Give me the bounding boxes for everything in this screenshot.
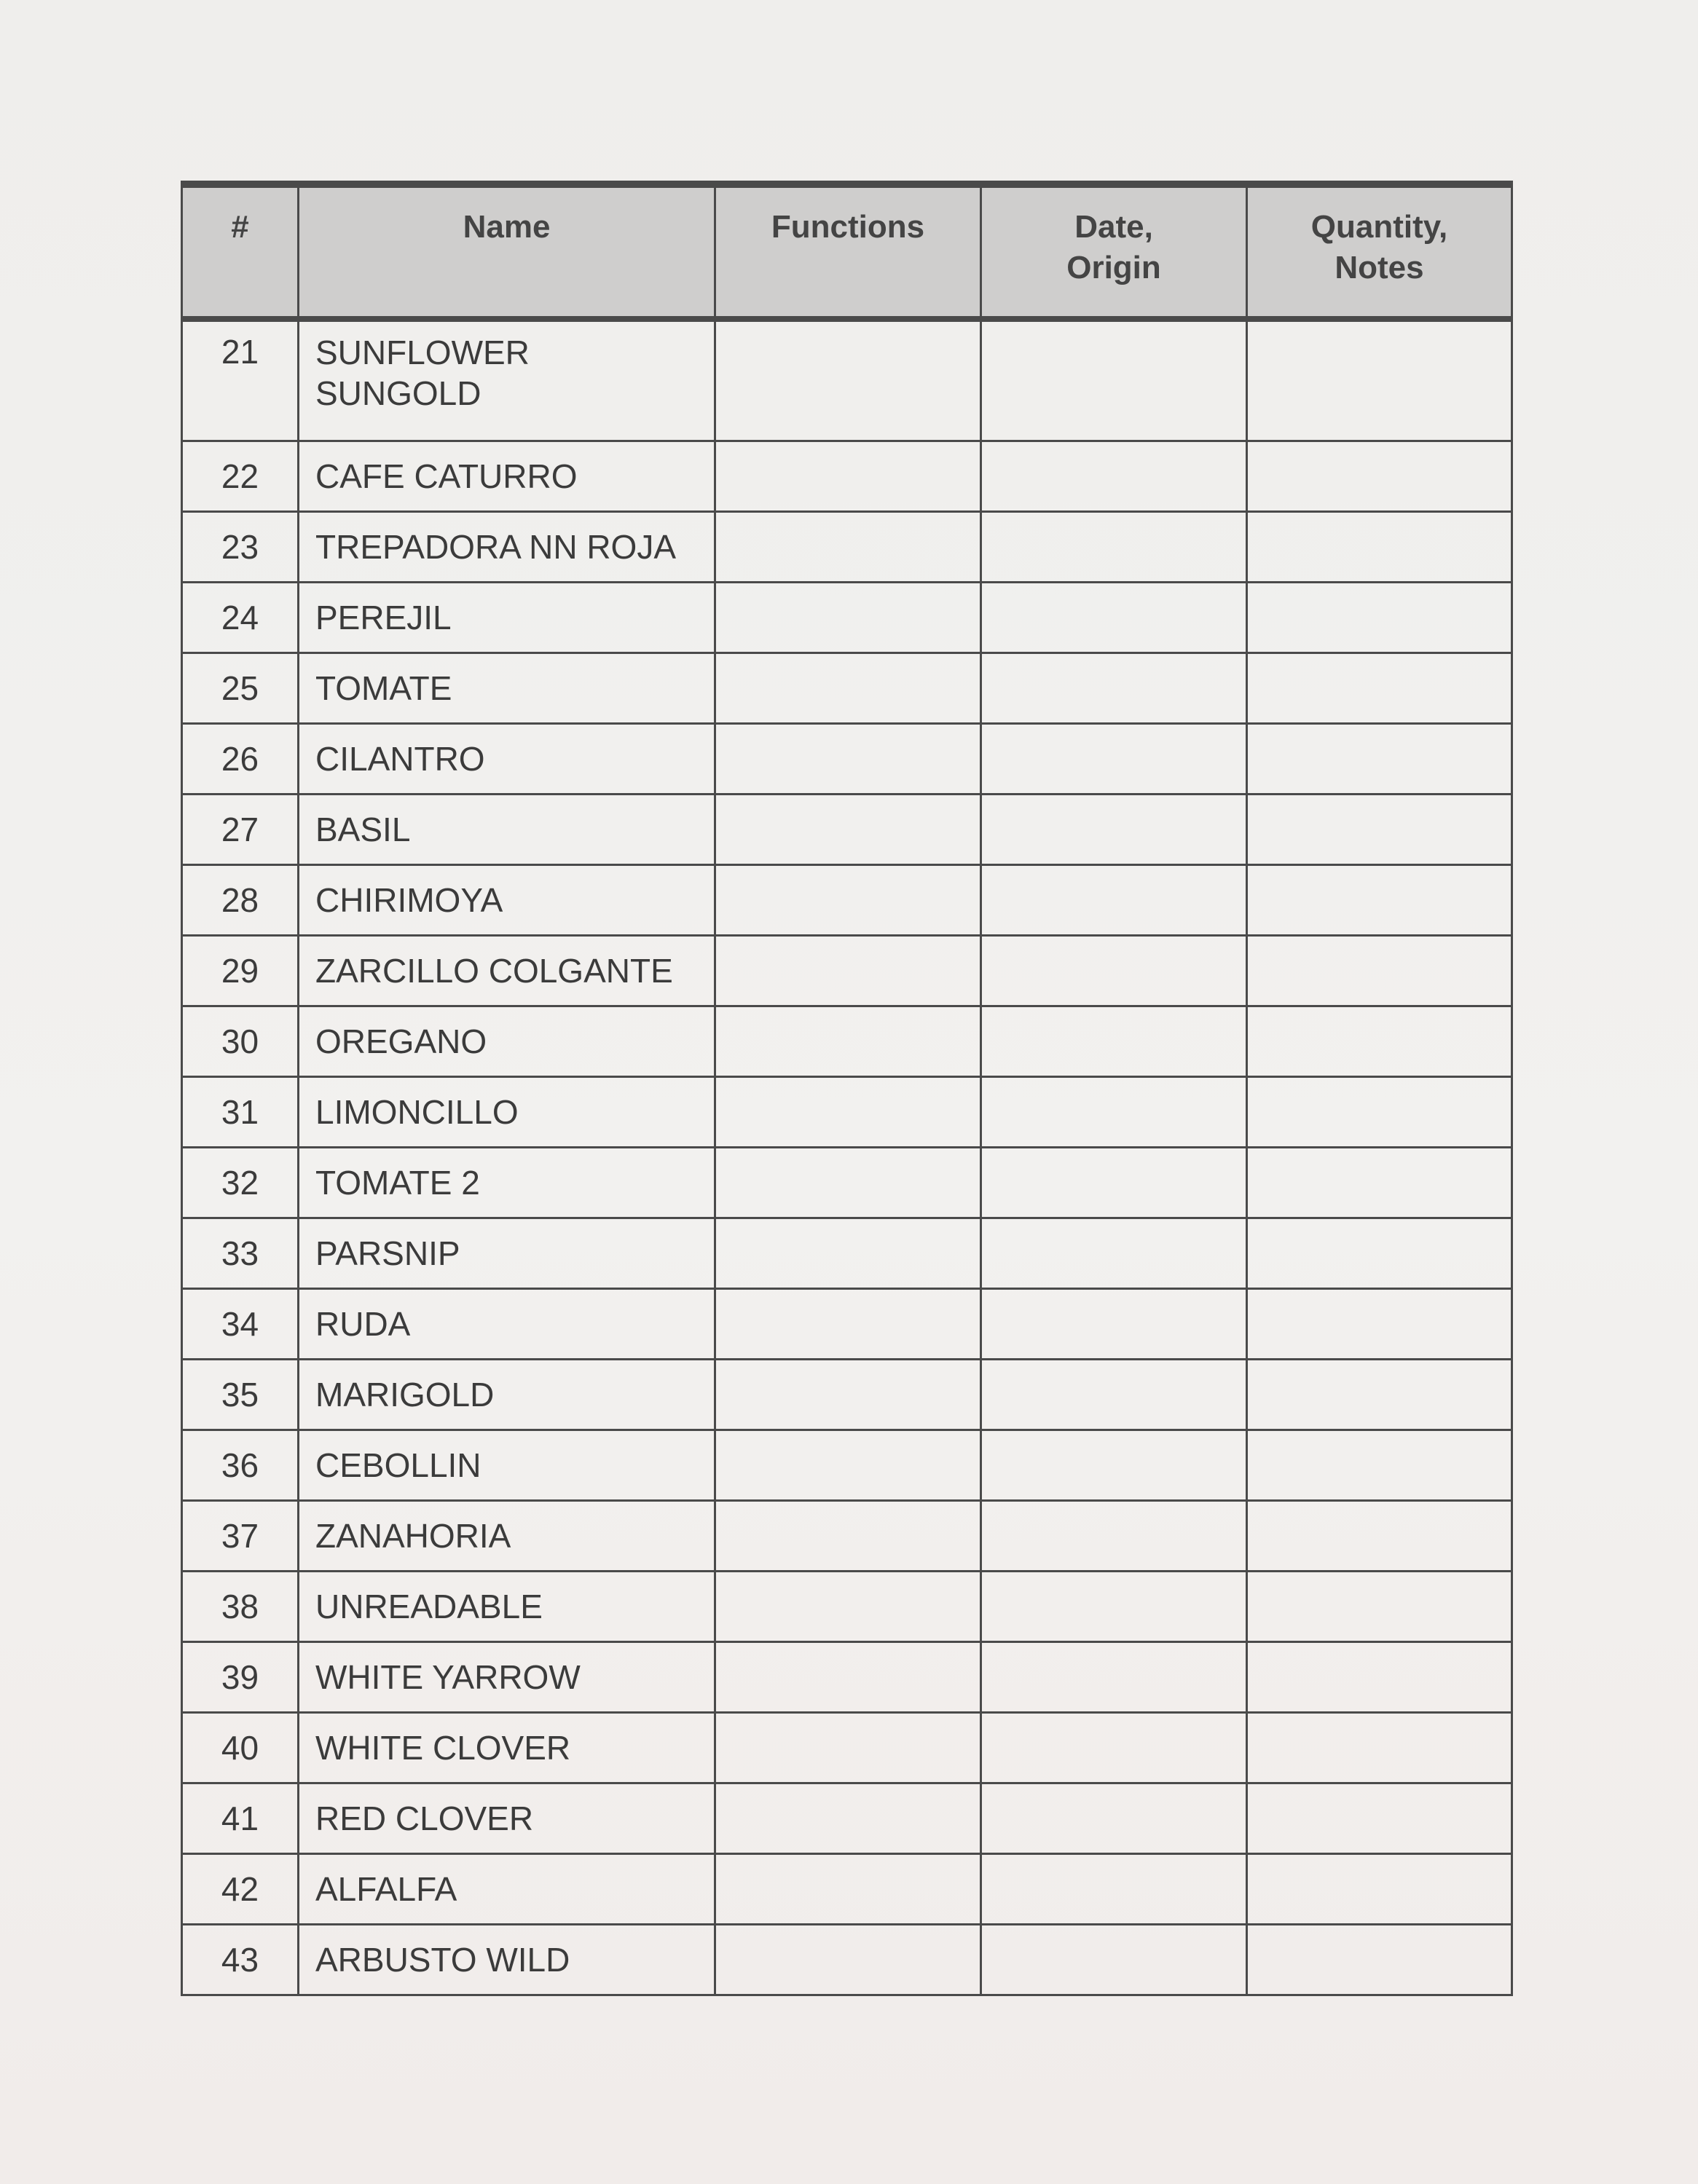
functions-cell bbox=[715, 936, 981, 1006]
row-number: 33 bbox=[182, 1218, 299, 1289]
table-row bbox=[182, 653, 1512, 724]
plant-name: RED CLOVER bbox=[299, 1783, 715, 1854]
date-origin-cell bbox=[981, 1148, 1247, 1218]
date-origin-cell bbox=[981, 1713, 1247, 1783]
plant-name: TREPADORA NN ROJA bbox=[299, 512, 715, 583]
row-number: 29 bbox=[182, 936, 299, 1006]
quantity-notes-cell bbox=[1247, 795, 1512, 865]
plant-name: RUDA bbox=[299, 1289, 715, 1360]
functions-cell bbox=[715, 512, 981, 583]
functions-cell bbox=[715, 653, 981, 724]
quantity-notes-cell bbox=[1247, 865, 1512, 936]
row-number: 38 bbox=[182, 1572, 299, 1642]
functions-cell bbox=[715, 1642, 981, 1713]
date-origin-cell bbox=[981, 441, 1247, 512]
table-row bbox=[182, 583, 1512, 653]
row-number: 35 bbox=[182, 1360, 299, 1430]
row-number: 31 bbox=[182, 1077, 299, 1148]
row-number: 41 bbox=[182, 1783, 299, 1854]
plant-name: WHITE YARROW bbox=[299, 1642, 715, 1713]
quantity-notes-cell bbox=[1247, 1289, 1512, 1360]
date-origin-cell bbox=[981, 1783, 1247, 1854]
table-row bbox=[182, 865, 1512, 936]
date-origin-cell bbox=[981, 653, 1247, 724]
quantity-notes-cell bbox=[1247, 1713, 1512, 1783]
row-number: 36 bbox=[182, 1430, 299, 1501]
quantity-notes-cell bbox=[1247, 583, 1512, 653]
row-number: 32 bbox=[182, 1148, 299, 1218]
quantity-notes-cell bbox=[1247, 1783, 1512, 1854]
table-row bbox=[182, 1289, 1512, 1360]
row-number: 28 bbox=[182, 865, 299, 936]
plant-name: UNREADABLE bbox=[299, 1572, 715, 1642]
table-row bbox=[182, 1218, 1512, 1289]
date-origin-cell bbox=[981, 319, 1247, 441]
quantity-notes-cell bbox=[1247, 936, 1512, 1006]
date-origin-cell bbox=[981, 583, 1247, 653]
row-number: 22 bbox=[182, 441, 299, 512]
date-origin-cell bbox=[981, 1854, 1247, 1925]
table-row bbox=[182, 1501, 1512, 1572]
quantity-notes-cell bbox=[1247, 1148, 1512, 1218]
plant-name: ZANAHORIA bbox=[299, 1501, 715, 1572]
header-functions: Functions bbox=[715, 184, 981, 319]
row-number: 21 bbox=[182, 319, 299, 441]
functions-cell bbox=[715, 1360, 981, 1430]
row-number: 37 bbox=[182, 1501, 299, 1572]
date-origin-cell bbox=[981, 724, 1247, 795]
table-row bbox=[182, 319, 1512, 441]
table-row bbox=[182, 1713, 1512, 1783]
plant-name: TOMATE bbox=[299, 653, 715, 724]
row-number: 39 bbox=[182, 1642, 299, 1713]
header-row bbox=[182, 184, 1512, 319]
table-row bbox=[182, 1430, 1512, 1501]
date-origin-cell bbox=[981, 512, 1247, 583]
date-origin-cell bbox=[981, 1289, 1247, 1360]
quantity-notes-cell bbox=[1247, 512, 1512, 583]
plant-name: WHITE CLOVER bbox=[299, 1713, 715, 1783]
functions-cell bbox=[715, 1925, 981, 1995]
table-row bbox=[182, 1148, 1512, 1218]
plant-name: SUNFLOWER SUNGOLD bbox=[299, 319, 715, 441]
functions-cell bbox=[715, 1501, 981, 1572]
functions-cell bbox=[715, 1854, 981, 1925]
functions-cell bbox=[715, 1713, 981, 1783]
quantity-notes-cell bbox=[1247, 1218, 1512, 1289]
table-row bbox=[182, 795, 1512, 865]
row-number: 30 bbox=[182, 1006, 299, 1077]
quantity-notes-cell bbox=[1247, 441, 1512, 512]
quantity-notes-cell bbox=[1247, 1501, 1512, 1572]
row-number: 43 bbox=[182, 1925, 299, 1995]
plant-name: CAFE CATURRO bbox=[299, 441, 715, 512]
row-number: 25 bbox=[182, 653, 299, 724]
header-quantity-notes: Quantity, Notes bbox=[1247, 184, 1512, 319]
quantity-notes-cell bbox=[1247, 1077, 1512, 1148]
table-row bbox=[182, 1783, 1512, 1854]
functions-cell bbox=[715, 441, 981, 512]
row-number: 42 bbox=[182, 1854, 299, 1925]
functions-cell bbox=[715, 583, 981, 653]
header-number: # bbox=[182, 184, 299, 319]
plant-name: CILANTRO bbox=[299, 724, 715, 795]
row-number: 24 bbox=[182, 583, 299, 653]
plant-name: PEREJIL bbox=[299, 583, 715, 653]
plant-name: LIMONCILLO bbox=[299, 1077, 715, 1148]
plant-name: OREGANO bbox=[299, 1006, 715, 1077]
row-number: 34 bbox=[182, 1289, 299, 1360]
functions-cell bbox=[715, 1430, 981, 1501]
quantity-notes-cell bbox=[1247, 1642, 1512, 1713]
quantity-notes-cell bbox=[1247, 1854, 1512, 1925]
row-number: 40 bbox=[182, 1713, 299, 1783]
quantity-notes-cell bbox=[1247, 1360, 1512, 1430]
table-body bbox=[182, 319, 1512, 1995]
header-name: Name bbox=[299, 184, 715, 319]
date-origin-cell bbox=[981, 865, 1247, 936]
quantity-notes-cell bbox=[1247, 724, 1512, 795]
plant-name: TOMATE 2 bbox=[299, 1148, 715, 1218]
table-row bbox=[182, 441, 1512, 512]
table-row bbox=[182, 724, 1512, 795]
quantity-notes-cell bbox=[1247, 653, 1512, 724]
table-header bbox=[182, 184, 1512, 319]
plant-inventory-table bbox=[181, 181, 1513, 1996]
row-number: 23 bbox=[182, 512, 299, 583]
table-row bbox=[182, 936, 1512, 1006]
table-row bbox=[182, 1854, 1512, 1925]
functions-cell bbox=[715, 1572, 981, 1642]
date-origin-cell bbox=[981, 1430, 1247, 1501]
functions-cell bbox=[715, 319, 981, 441]
quantity-notes-cell bbox=[1247, 1572, 1512, 1642]
header-date-origin: Date, Origin bbox=[981, 184, 1247, 319]
date-origin-cell bbox=[981, 1642, 1247, 1713]
row-number: 26 bbox=[182, 724, 299, 795]
row-number: 27 bbox=[182, 795, 299, 865]
date-origin-cell bbox=[981, 1006, 1247, 1077]
functions-cell bbox=[715, 1783, 981, 1854]
table-row bbox=[182, 1572, 1512, 1642]
quantity-notes-cell bbox=[1247, 1925, 1512, 1995]
functions-cell bbox=[715, 1006, 981, 1077]
date-origin-cell bbox=[981, 1925, 1247, 1995]
functions-cell bbox=[715, 724, 981, 795]
date-origin-cell bbox=[981, 795, 1247, 865]
plant-name: ARBUSTO WILD bbox=[299, 1925, 715, 1995]
functions-cell bbox=[715, 1218, 981, 1289]
plant-name: MARIGOLD bbox=[299, 1360, 715, 1430]
date-origin-cell bbox=[981, 1077, 1247, 1148]
table-row bbox=[182, 512, 1512, 583]
plant-name: CEBOLLIN bbox=[299, 1430, 715, 1501]
functions-cell bbox=[715, 1148, 981, 1218]
plant-name: BASIL bbox=[299, 795, 715, 865]
plant-name: CHIRIMOYA bbox=[299, 865, 715, 936]
date-origin-cell bbox=[981, 1360, 1247, 1430]
functions-cell bbox=[715, 865, 981, 936]
quantity-notes-cell bbox=[1247, 319, 1512, 441]
date-origin-cell bbox=[981, 1501, 1247, 1572]
table-row bbox=[182, 1642, 1512, 1713]
quantity-notes-cell bbox=[1247, 1430, 1512, 1501]
date-origin-cell bbox=[981, 1572, 1247, 1642]
functions-cell bbox=[715, 795, 981, 865]
table-row bbox=[182, 1077, 1512, 1148]
table-row bbox=[182, 1925, 1512, 1995]
plant-name: ALFALFA bbox=[299, 1854, 715, 1925]
table-row bbox=[182, 1006, 1512, 1077]
plant-name: ZARCILLO COLGANTE bbox=[299, 936, 715, 1006]
functions-cell bbox=[715, 1077, 981, 1148]
quantity-notes-cell bbox=[1247, 1006, 1512, 1077]
plant-name: PARSNIP bbox=[299, 1218, 715, 1289]
date-origin-cell bbox=[981, 936, 1247, 1006]
date-origin-cell bbox=[981, 1218, 1247, 1289]
functions-cell bbox=[715, 1289, 981, 1360]
table-row bbox=[182, 1360, 1512, 1430]
